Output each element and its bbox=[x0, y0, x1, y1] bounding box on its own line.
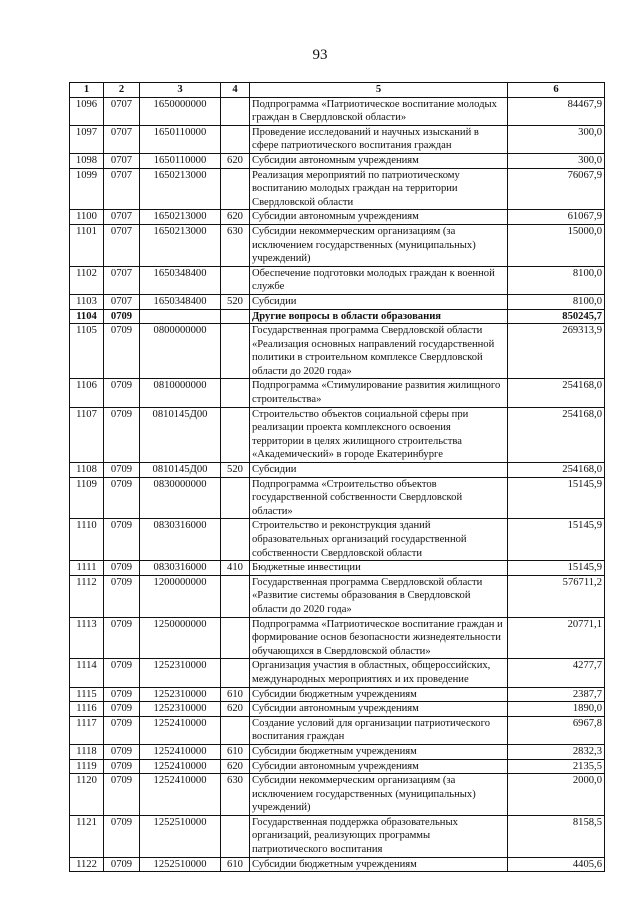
row-number-cell: 1102 bbox=[70, 266, 104, 294]
description-cell: Обеспечение подготовки молодых граждан к военной службе bbox=[250, 266, 508, 294]
table-row bbox=[70, 774, 605, 816]
row-number-cell: 1113 bbox=[70, 617, 104, 659]
row-number-cell: 1107 bbox=[70, 407, 104, 462]
section-code-cell: 0709 bbox=[104, 659, 140, 687]
expense-type-cell: 630 bbox=[221, 774, 250, 816]
description-cell: Реализация мероприятий по патриотическому воспитанию молодых граждан на территории Свердловской области bbox=[250, 168, 508, 210]
expense-type-cell bbox=[221, 519, 250, 561]
target-code-cell: 1650348400 bbox=[140, 266, 221, 294]
header-cell: 5 bbox=[250, 83, 508, 98]
header-cell: 6 bbox=[508, 83, 605, 98]
amount-cell: 850245,7 bbox=[508, 309, 605, 324]
section-code-cell: 0709 bbox=[104, 324, 140, 379]
amount-cell: 269313,9 bbox=[508, 324, 605, 379]
section-code-cell: 0709 bbox=[104, 687, 140, 702]
description-cell: Субсидии бюджетным учреждениям bbox=[250, 744, 508, 759]
row-number-cell: 1111 bbox=[70, 561, 104, 576]
target-code-cell: 1650213000 bbox=[140, 210, 221, 225]
section-code-cell: 0709 bbox=[104, 575, 140, 617]
description-cell: Подпрограмма «Стимулирование развития жилищного строительства» bbox=[250, 379, 508, 407]
page-number: 93 bbox=[312, 47, 328, 63]
section-code-cell: 0709 bbox=[104, 815, 140, 857]
target-code-cell: 1650213000 bbox=[140, 224, 221, 266]
amount-cell: 254168,0 bbox=[508, 407, 605, 462]
description-cell: Субсидии bbox=[250, 463, 508, 478]
expense-type-cell: 630 bbox=[221, 224, 250, 266]
section-code-cell: 0709 bbox=[104, 759, 140, 774]
expense-type-cell bbox=[221, 266, 250, 294]
target-code-cell: 1650348400 bbox=[140, 294, 221, 309]
amount-cell: 2135,5 bbox=[508, 759, 605, 774]
table-row bbox=[70, 463, 605, 478]
table-row bbox=[70, 702, 605, 717]
row-number-cell: 1110 bbox=[70, 519, 104, 561]
table-body bbox=[70, 97, 605, 872]
amount-cell: 254168,0 bbox=[508, 463, 605, 478]
header-cell: 4 bbox=[221, 83, 250, 98]
table-row bbox=[70, 266, 605, 294]
table-row bbox=[70, 309, 605, 324]
row-number-cell: 1100 bbox=[70, 210, 104, 225]
section-code-cell: 0709 bbox=[104, 774, 140, 816]
table-row bbox=[70, 716, 605, 744]
row-number-cell: 1115 bbox=[70, 687, 104, 702]
description-cell: Субсидии автономным учреждениям bbox=[250, 702, 508, 717]
expense-type-cell: 620 bbox=[221, 759, 250, 774]
table-row bbox=[70, 324, 605, 379]
header-cell: 2 bbox=[104, 83, 140, 98]
expense-type-cell bbox=[221, 97, 250, 125]
description-cell: Подпрограмма «Патриотическое воспитание граждан и формирование основ безопасности жизнедеятельности обучающихся в Свердловской области» bbox=[250, 617, 508, 659]
row-number-cell: 1106 bbox=[70, 379, 104, 407]
expense-type-cell bbox=[221, 659, 250, 687]
target-code-cell: 1650110000 bbox=[140, 125, 221, 153]
section-code-cell: 0707 bbox=[104, 168, 140, 210]
row-number-cell: 1121 bbox=[70, 815, 104, 857]
table-row bbox=[70, 561, 605, 576]
amount-cell: 15000,0 bbox=[508, 224, 605, 266]
amount-cell: 8100,0 bbox=[508, 294, 605, 309]
header-cell: 3 bbox=[140, 83, 221, 98]
target-code-cell bbox=[140, 309, 221, 324]
amount-cell: 20771,1 bbox=[508, 617, 605, 659]
table-row bbox=[70, 294, 605, 309]
expense-type-cell: 610 bbox=[221, 687, 250, 702]
target-code-cell: 1252310000 bbox=[140, 687, 221, 702]
expense-type-cell: 520 bbox=[221, 294, 250, 309]
expense-type-cell: 610 bbox=[221, 744, 250, 759]
amount-cell: 576711,2 bbox=[508, 575, 605, 617]
target-code-cell: 0810000000 bbox=[140, 379, 221, 407]
header-row bbox=[70, 83, 605, 98]
section-code-cell: 0709 bbox=[104, 617, 140, 659]
section-code-cell: 0707 bbox=[104, 224, 140, 266]
expense-type-cell bbox=[221, 125, 250, 153]
row-number-cell: 1119 bbox=[70, 759, 104, 774]
amount-cell: 8100,0 bbox=[508, 266, 605, 294]
row-number-cell: 1114 bbox=[70, 659, 104, 687]
row-number-cell: 1118 bbox=[70, 744, 104, 759]
target-code-cell: 1252410000 bbox=[140, 744, 221, 759]
target-code-cell: 0830316000 bbox=[140, 561, 221, 576]
table-row bbox=[70, 224, 605, 266]
table-row bbox=[70, 659, 605, 687]
row-number-cell: 1112 bbox=[70, 575, 104, 617]
row-number-cell: 1096 bbox=[70, 97, 104, 125]
amount-cell: 4277,7 bbox=[508, 659, 605, 687]
target-code-cell: 1650213000 bbox=[140, 168, 221, 210]
expense-type-cell bbox=[221, 716, 250, 744]
description-cell: Субсидии автономным учреждениям bbox=[250, 153, 508, 168]
expense-type-cell bbox=[221, 168, 250, 210]
table-row bbox=[70, 815, 605, 857]
section-code-cell: 0707 bbox=[104, 294, 140, 309]
target-code-cell: 0810145Д00 bbox=[140, 407, 221, 462]
amount-cell: 6967,8 bbox=[508, 716, 605, 744]
description-cell: Субсидии некоммерческим организациям (за исключением государственных (муниципальных) учреждений) bbox=[250, 774, 508, 816]
description-cell: Государственная поддержка образовательных организаций, реализующих программы патриотического воспитания bbox=[250, 815, 508, 857]
section-code-cell: 0707 bbox=[104, 210, 140, 225]
table-row bbox=[70, 617, 605, 659]
expense-type-cell bbox=[221, 815, 250, 857]
target-code-cell: 1650110000 bbox=[140, 153, 221, 168]
row-number-cell: 1104 bbox=[70, 309, 104, 324]
section-code-cell: 0707 bbox=[104, 125, 140, 153]
target-code-cell: 0800000000 bbox=[140, 324, 221, 379]
expense-type-cell bbox=[221, 575, 250, 617]
target-code-cell: 1250000000 bbox=[140, 617, 221, 659]
row-number-cell: 1117 bbox=[70, 716, 104, 744]
section-code-cell: 0709 bbox=[104, 857, 140, 872]
row-number-cell: 1108 bbox=[70, 463, 104, 478]
amount-cell: 1890,0 bbox=[508, 702, 605, 717]
amount-cell: 15145,9 bbox=[508, 477, 605, 519]
expense-type-cell: 620 bbox=[221, 210, 250, 225]
amount-cell: 300,0 bbox=[508, 153, 605, 168]
table-row bbox=[70, 153, 605, 168]
section-code-cell: 0709 bbox=[104, 309, 140, 324]
description-cell: Другие вопросы в области образования bbox=[250, 309, 508, 324]
table-row bbox=[70, 575, 605, 617]
amount-cell: 300,0 bbox=[508, 125, 605, 153]
section-code-cell: 0709 bbox=[104, 463, 140, 478]
amount-cell: 2000,0 bbox=[508, 774, 605, 816]
table-row bbox=[70, 168, 605, 210]
expense-type-cell: 620 bbox=[221, 702, 250, 717]
description-cell: Строительство объектов социальной сферы при реализации проекта комплексного освоения территории в целях жилищного строительства «Академический» в городе Екатеринбурге bbox=[250, 407, 508, 462]
amount-cell: 254168,0 bbox=[508, 379, 605, 407]
target-code-cell: 1650000000 bbox=[140, 97, 221, 125]
expense-type-cell bbox=[221, 379, 250, 407]
row-number-cell: 1109 bbox=[70, 477, 104, 519]
expense-type-cell bbox=[221, 407, 250, 462]
expense-type-cell: 610 bbox=[221, 857, 250, 872]
section-code-cell: 0709 bbox=[104, 744, 140, 759]
description-cell: Государственная программа Свердловской области «Реализация основных направлений государственной политики в строительном комплексе Свердловской области до 2020 года» bbox=[250, 324, 508, 379]
table-row bbox=[70, 759, 605, 774]
target-code-cell: 1252310000 bbox=[140, 659, 221, 687]
amount-cell: 61067,9 bbox=[508, 210, 605, 225]
description-cell: Субсидии автономным учреждениям bbox=[250, 759, 508, 774]
section-code-cell: 0709 bbox=[104, 477, 140, 519]
description-cell: Бюджетные инвестиции bbox=[250, 561, 508, 576]
expense-type-cell bbox=[221, 477, 250, 519]
target-code-cell: 1252510000 bbox=[140, 815, 221, 857]
section-code-cell: 0709 bbox=[104, 716, 140, 744]
expense-type-cell: 520 bbox=[221, 463, 250, 478]
description-cell: Организация участия в областных, общероссийских, международных мероприятиях и их проведение bbox=[250, 659, 508, 687]
description-cell: Проведение исследований и научных изысканий в сфере патриотического воспитания граждан bbox=[250, 125, 508, 153]
row-number-cell: 1101 bbox=[70, 224, 104, 266]
row-number-cell: 1103 bbox=[70, 294, 104, 309]
description-cell: Подпрограмма «Строительство объектов государственной собственности Свердловской области» bbox=[250, 477, 508, 519]
table-row bbox=[70, 744, 605, 759]
amount-cell: 2832,3 bbox=[508, 744, 605, 759]
target-code-cell: 1252310000 bbox=[140, 702, 221, 717]
target-code-cell: 0830316000 bbox=[140, 519, 221, 561]
description-cell: Субсидии bbox=[250, 294, 508, 309]
amount-cell: 84467,9 bbox=[508, 97, 605, 125]
amount-cell: 2387,7 bbox=[508, 687, 605, 702]
row-number-cell: 1098 bbox=[70, 153, 104, 168]
target-code-cell: 1200000000 bbox=[140, 575, 221, 617]
expense-type-cell bbox=[221, 324, 250, 379]
table-row bbox=[70, 125, 605, 153]
budget-table bbox=[69, 82, 605, 872]
section-code-cell: 0707 bbox=[104, 153, 140, 168]
expense-type-cell: 620 bbox=[221, 153, 250, 168]
section-code-cell: 0709 bbox=[104, 407, 140, 462]
amount-cell: 76067,9 bbox=[508, 168, 605, 210]
amount-cell: 15145,9 bbox=[508, 561, 605, 576]
table-row bbox=[70, 687, 605, 702]
table-row bbox=[70, 519, 605, 561]
table-row bbox=[70, 407, 605, 462]
row-number-cell: 1105 bbox=[70, 324, 104, 379]
description-cell: Подпрограмма «Патриотическое воспитание молодых граждан в Свердловской области» bbox=[250, 97, 508, 125]
target-code-cell: 1252410000 bbox=[140, 716, 221, 744]
row-number-cell: 1120 bbox=[70, 774, 104, 816]
row-number-cell: 1122 bbox=[70, 857, 104, 872]
description-cell: Субсидии некоммерческим организациям (за исключением государственных (муниципальных) учреждений) bbox=[250, 224, 508, 266]
description-cell: Субсидии бюджетным учреждениям bbox=[250, 687, 508, 702]
description-cell: Субсидии автономным учреждениям bbox=[250, 210, 508, 225]
target-code-cell: 0810145Д00 bbox=[140, 463, 221, 478]
section-code-cell: 0707 bbox=[104, 266, 140, 294]
description-cell: Государственная программа Свердловской области «Развитие системы образования в Свердловской области до 2020 года» bbox=[250, 575, 508, 617]
amount-cell: 15145,9 bbox=[508, 519, 605, 561]
amount-cell: 4405,6 bbox=[508, 857, 605, 872]
table-row bbox=[70, 210, 605, 225]
target-code-cell: 1252410000 bbox=[140, 759, 221, 774]
section-code-cell: 0707 bbox=[104, 97, 140, 125]
table-row bbox=[70, 857, 605, 872]
description-cell: Создание условий для организации патриотического воспитания граждан bbox=[250, 716, 508, 744]
row-number-cell: 1099 bbox=[70, 168, 104, 210]
section-code-cell: 0709 bbox=[104, 519, 140, 561]
table-row bbox=[70, 379, 605, 407]
target-code-cell: 1252510000 bbox=[140, 857, 221, 872]
row-number-cell: 1116 bbox=[70, 702, 104, 717]
header-cell: 1 bbox=[70, 83, 104, 98]
description-cell: Субсидии бюджетным учреждениям bbox=[250, 857, 508, 872]
expense-type-cell bbox=[221, 309, 250, 324]
section-code-cell: 0709 bbox=[104, 561, 140, 576]
table-row bbox=[70, 97, 605, 125]
expense-type-cell bbox=[221, 617, 250, 659]
section-code-cell: 0709 bbox=[104, 379, 140, 407]
row-number-cell: 1097 bbox=[70, 125, 104, 153]
expense-type-cell: 410 bbox=[221, 561, 250, 576]
section-code-cell: 0709 bbox=[104, 702, 140, 717]
target-code-cell: 0830000000 bbox=[140, 477, 221, 519]
amount-cell: 8158,5 bbox=[508, 815, 605, 857]
table-row bbox=[70, 477, 605, 519]
description-cell: Строительство и реконструкция зданий образовательных организаций государственной собственности Свердловской области bbox=[250, 519, 508, 561]
target-code-cell: 1252410000 bbox=[140, 774, 221, 816]
